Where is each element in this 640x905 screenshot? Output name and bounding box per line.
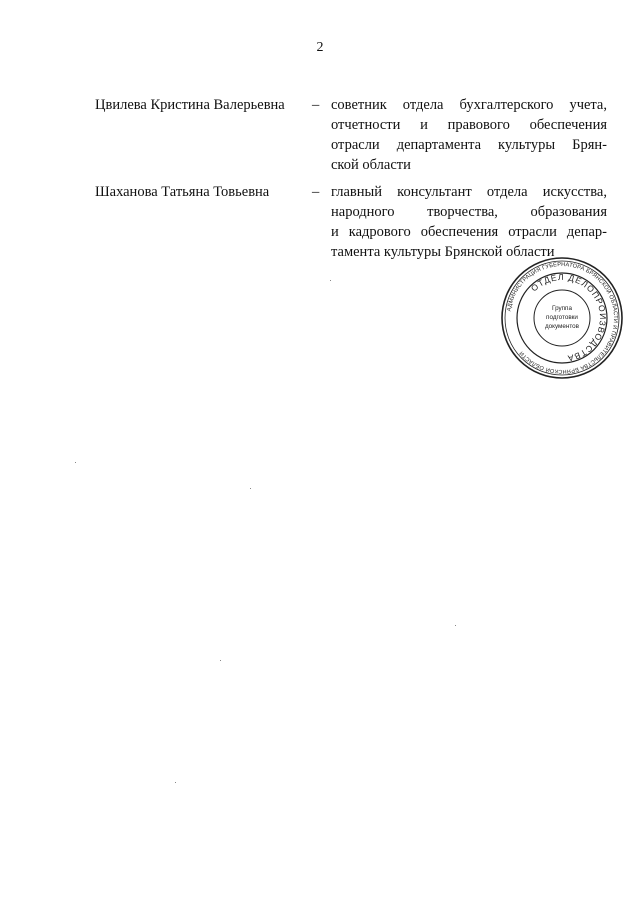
staff-position (331, 95, 607, 175)
stamp-inner-text: ОТДЕЛ ДЕЛОПРОИЗВОДСТВА (528, 271, 609, 364)
position-line: главный консультант отдела искусства, (331, 184, 607, 200)
scan-speck (455, 625, 456, 626)
position-line: народного творчества, образования (331, 204, 607, 220)
scan-speck (330, 280, 331, 281)
stamp-center-line: подготовки (546, 314, 578, 321)
scan-speck (250, 488, 251, 489)
stamp-center-line: документов (544, 323, 580, 330)
staff-position (331, 182, 607, 262)
scan-speck (175, 782, 176, 783)
staff-name: Цвилева Кристина Валерьевна (95, 97, 285, 113)
dash-separator: – (312, 184, 320, 200)
position-line: тамента культуры Брянской области (331, 244, 555, 260)
position-line: и кадрового обеспечения отрасли депар- (331, 224, 607, 240)
scan-speck (75, 462, 76, 463)
dash-separator: – (312, 97, 320, 113)
position-line: советник отдела бухгалтерского учета, (331, 97, 607, 113)
position-line: отрасли департамента культуры Брян- (331, 137, 607, 153)
position-line: ской области (331, 157, 411, 173)
official-stamp (500, 256, 624, 380)
page-number: 2 (316, 40, 324, 55)
stamp-center-line: Группа (552, 305, 572, 312)
scan-speck (220, 660, 221, 661)
position-line: отчетности и правового обеспечения (331, 117, 607, 133)
staff-name: Шаханова Татьяна Товьевна (95, 184, 270, 200)
stamp-outer-text: АДМИНИСТРАЦИЯ ГУБЕРНАТОРА БРЯНСКОЙ ОБЛАСТИ И ПРАВИТЕЛЬСТВА БРЯНСКОЙ ОБЛАСТИ (506, 261, 619, 375)
